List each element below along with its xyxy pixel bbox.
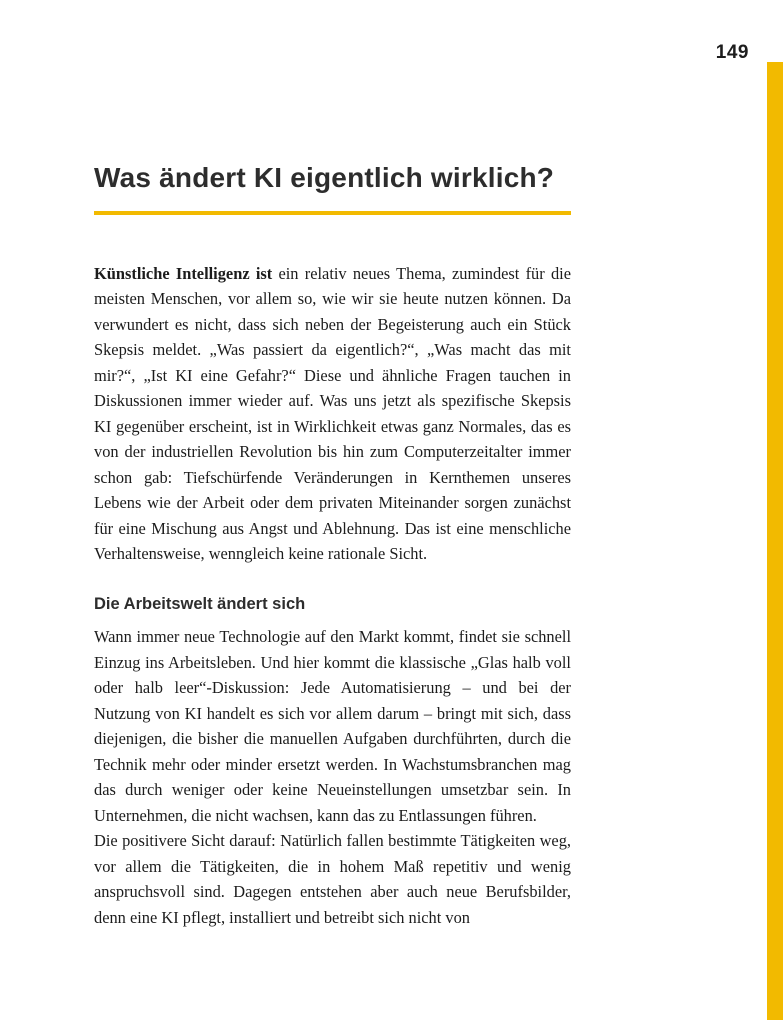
paragraph-intro xyxy=(94,261,571,567)
page-number: 149 xyxy=(715,42,749,63)
chapter-edge-marker-bar xyxy=(767,62,783,1020)
paragraph-positivere-sicht: Die positivere Sicht darauf: Natürlich fallen bestimmte Tätigkeiten weg, vor allem die Tätigkeiten, die in hohem Maß repetitiv und wenig anspruchsvoll sind. Dagegen entstehen aber auch neue Berufsbilder, denn eine KI pflegt, installiert und betreibt sich nicht von xyxy=(94,831,571,927)
paragraph-lead-bold: Künstliche Intelligenz ist xyxy=(94,263,273,283)
paragraph-intro-text: ein relativ neues Thema, zumindest für die meisten Menschen, vor allem so, wie wir sie heute nutzen können. Da verwundert es nicht, dass sich neben der Begeisterung auch ein Stück Skepsis meldet. „Was passiert da eigentlich?“, „Was macht das mit mir?“, „Ist KI eine Gefahr?“ Diese und ähnliche Fragen tauchen in Diskussionen immer wieder auf. Was uns jetzt als spezifische Skepsis KI gegenüber erscheint, ist in Wirklichkeit etwas ganz Normales, das es von der industriellen Revolution bis hin zum Computerzeitalter immer schon gab: Tiefschürfende Veränderungen in Kernthemen unseres Lebens wie der Arbeit oder dem privaten Miteinander sorgen zunächst für eine Mischung aus Angst und Ablehnung. Das ist eine menschliche Verhaltensweise, wenngleich keine rationale Sicht. xyxy=(94,263,571,564)
chapter-title: Was ändert KI eigentlich wirklich? xyxy=(94,162,555,193)
page-content xyxy=(94,160,571,930)
paragraph-arbeitswelt: Wann immer neue Technologie auf den Markt kommt, findet sie schnell Einzug ins Arbeitsleben. Und hier kommt die klassische „Glas halb voll oder halb leer“-Diskussion: Jede Automatisierung – und bei der Nutzung von KI handelt es sich vor allem darum – bringt mit sich, dass diejenigen, die bisher die manuellen Aufgaben durchführten, durch die Technik mehr oder minder ersetzt werden. In Wachstumsbranchen mag das durch weniger oder keine Neueinstellungen umsetzbar sein. In Unternehmen, die nicht wachsen, kann das zu Entlassungen führen. xyxy=(94,627,571,825)
body-text xyxy=(94,261,571,931)
title-underline-rule xyxy=(94,211,571,215)
section-subheading: Die Arbeitswelt ändert sich xyxy=(94,594,306,613)
